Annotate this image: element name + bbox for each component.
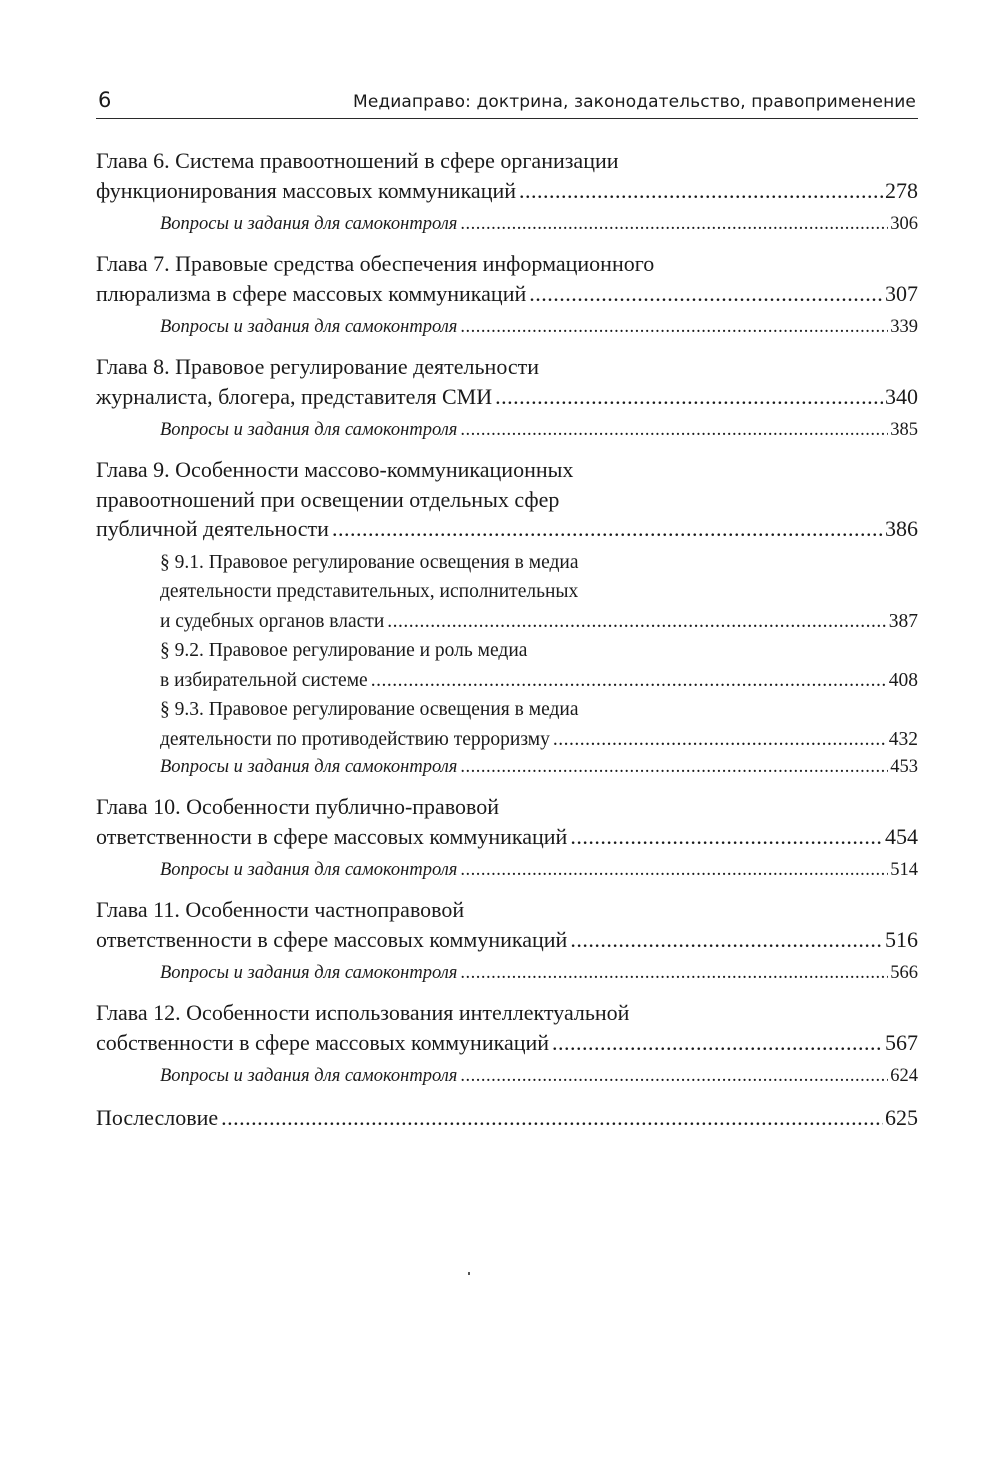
toc-entry-section-9-1[interactable] xyxy=(96,548,918,637)
toc-entry-leader-line xyxy=(160,1063,918,1089)
toc-entry-leader-line xyxy=(160,417,918,443)
dot-leader xyxy=(570,925,883,955)
dot-leader xyxy=(529,279,883,309)
dot-leader xyxy=(519,176,883,206)
toc-entry-chapter-10[interactable] xyxy=(96,792,918,851)
dot-leader xyxy=(460,754,888,780)
toc-entry-title-line: Глава 7. Правовые средства обеспечения информационного xyxy=(96,251,655,276)
table-of-contents xyxy=(96,146,918,1133)
toc-entry-title-line: ответственности в сфере массовых коммуникаций xyxy=(96,926,568,952)
toc-entry-leader-line xyxy=(160,314,918,340)
dot-leader xyxy=(460,857,888,883)
toc-entry-title-line: Глава 8. Правовое регулирование деятельности xyxy=(96,354,540,379)
toc-entry-title-line: Глава 10. Особенности публично-правовой xyxy=(96,794,500,819)
toc-entry-title-line: § 9.1. Правовое регулирование освещения в медиа xyxy=(160,551,579,573)
page-number: 6 xyxy=(98,88,112,112)
dot-leader xyxy=(570,822,883,852)
dot-leader xyxy=(460,211,888,237)
toc-entry-leader-line xyxy=(96,925,918,955)
toc-entry-chapter-12[interactable] xyxy=(96,998,918,1057)
toc-page-number: 624 xyxy=(890,1066,918,1086)
toc-entry-title-line: плюрализма в сфере массовых коммуникаций xyxy=(96,280,527,306)
running-header xyxy=(96,86,918,119)
toc-page-number: 278 xyxy=(885,177,918,203)
toc-entry-title-line: журналиста, блогера, представителя СМИ xyxy=(96,383,493,409)
toc-entry-leader-line xyxy=(160,754,918,780)
toc-entry-questions-7[interactable] xyxy=(96,314,918,340)
toc-entry-title-line: § 9.2. Правовое регулирование и роль медиа xyxy=(160,640,528,661)
toc-page-number: 340 xyxy=(885,383,918,409)
toc-entry-leader-line xyxy=(160,211,918,237)
toc-entry-title-line: функционирования массовых коммуникаций xyxy=(96,177,517,203)
toc-page-number: 432 xyxy=(888,728,918,750)
toc-page-number: 387 xyxy=(888,610,918,632)
toc-page-number: 453 xyxy=(890,757,918,777)
scan-speck xyxy=(468,1272,470,1275)
dot-leader xyxy=(460,1063,888,1089)
toc-entry-title-line: Вопросы и задания для самоконтроля xyxy=(160,420,458,440)
toc-entry-title-line: в избирательной системе xyxy=(160,669,368,691)
toc-entry-leader-line xyxy=(96,822,918,852)
toc-page-number: 567 xyxy=(885,1029,918,1055)
toc-entry-title-line: публичной деятельности xyxy=(96,516,329,541)
toc-entry-title-line: Вопросы и задания для самоконтроля xyxy=(160,963,458,983)
dot-leader xyxy=(221,1103,883,1133)
toc-entry-leader-line xyxy=(96,1103,918,1133)
toc-entry-leader-line xyxy=(96,176,918,206)
toc-page-number: 386 xyxy=(885,516,918,541)
toc-entry-title-line: Глава 11. Особенности частноправовой xyxy=(96,897,465,922)
toc-entry-title-line: Вопросы и задания для самоконтроля xyxy=(160,860,458,880)
toc-page-number: 625 xyxy=(885,1105,918,1130)
toc-page-number: 566 xyxy=(890,963,918,983)
toc-entry-title-line: Вопросы и задания для самоконтроля xyxy=(160,214,458,234)
toc-entry-chapter-8[interactable] xyxy=(96,352,918,411)
toc-page-number: 514 xyxy=(890,860,918,880)
toc-entry-title-line: Вопросы и задания для самоконтроля xyxy=(160,317,458,337)
toc-page-number: 516 xyxy=(885,926,918,952)
toc-entry-title-line: деятельности представительных, исполнительных xyxy=(160,581,579,602)
toc-entry-leader-line xyxy=(96,514,918,544)
toc-entry-leader-line xyxy=(96,279,918,309)
toc-entry-leader-line xyxy=(96,382,918,412)
toc-entry-questions-8[interactable] xyxy=(96,417,918,443)
toc-entry-title-line: Глава 9. Особенности массово-коммуникационных xyxy=(96,457,574,482)
toc-entry-questions-9[interactable] xyxy=(96,754,918,780)
toc-entry-title-line: ответственности в сфере массовых коммуникаций xyxy=(96,823,568,849)
toc-entry-afterword[interactable] xyxy=(96,1103,918,1133)
dot-leader xyxy=(460,314,888,340)
dot-leader xyxy=(387,607,886,637)
toc-entry-title-line: Послесловие xyxy=(96,1105,219,1130)
toc-entry-title-line: § 9.3. Правовое регулирование освещения в медиа xyxy=(160,699,579,720)
toc-entry-chapter-6[interactable] xyxy=(96,146,918,205)
toc-entry-questions-12[interactable] xyxy=(96,1063,918,1089)
toc-page-number: 408 xyxy=(888,669,918,691)
toc-entry-title-line: деятельности по противодействию терроризму xyxy=(160,728,550,750)
toc-entry-leader-line xyxy=(160,666,918,696)
toc-entry-leader-line xyxy=(160,607,918,637)
dot-leader xyxy=(332,514,883,544)
dot-leader xyxy=(371,666,887,696)
toc-page-number: 306 xyxy=(890,214,918,234)
toc-entry-section-9-2[interactable] xyxy=(96,636,918,695)
toc-entry-chapter-11[interactable] xyxy=(96,895,918,954)
toc-entry-leader-line xyxy=(160,960,918,986)
toc-entry-chapter-7[interactable] xyxy=(96,249,918,308)
toc-entry-title-line: Глава 6. Система правоотношений в сфере организации xyxy=(96,148,619,173)
toc-entry-questions-6[interactable] xyxy=(96,211,918,237)
dot-leader xyxy=(460,417,888,443)
toc-entry-title-line: собственности в сфере массовых коммуникаций xyxy=(96,1029,550,1055)
toc-entry-leader-line xyxy=(160,857,918,883)
toc-page-number: 385 xyxy=(890,420,918,440)
dot-leader xyxy=(552,1028,883,1058)
toc-entry-title-line: Вопросы и задания для самоконтроля xyxy=(160,757,458,777)
toc-entry-questions-10[interactable] xyxy=(96,857,918,883)
dot-leader xyxy=(460,960,888,986)
toc-entry-section-9-3[interactable] xyxy=(96,695,918,754)
toc-entry-title-line: Вопросы и задания для самоконтроля xyxy=(160,1066,458,1086)
toc-page-number: 454 xyxy=(885,823,918,849)
toc-entry-title-line: правоотношений при освещении отдельных сфер xyxy=(96,486,560,512)
dot-leader xyxy=(553,725,887,755)
dot-leader xyxy=(495,382,883,412)
toc-page-number: 339 xyxy=(890,317,918,337)
toc-entry-title-line: Глава 12. Особенности использования интеллектуальной xyxy=(96,1000,630,1025)
toc-entry-leader-line xyxy=(160,725,918,755)
toc-entry-leader-line xyxy=(96,1028,918,1058)
toc-entry-chapter-9[interactable] xyxy=(96,455,918,544)
running-title: Медиаправо: доктрина, законодательство, правоприменение xyxy=(353,92,916,112)
toc-entry-title-line: и судебных органов власти xyxy=(160,610,385,632)
toc-page-number: 307 xyxy=(885,280,918,306)
toc-entry-questions-11[interactable] xyxy=(96,960,918,986)
